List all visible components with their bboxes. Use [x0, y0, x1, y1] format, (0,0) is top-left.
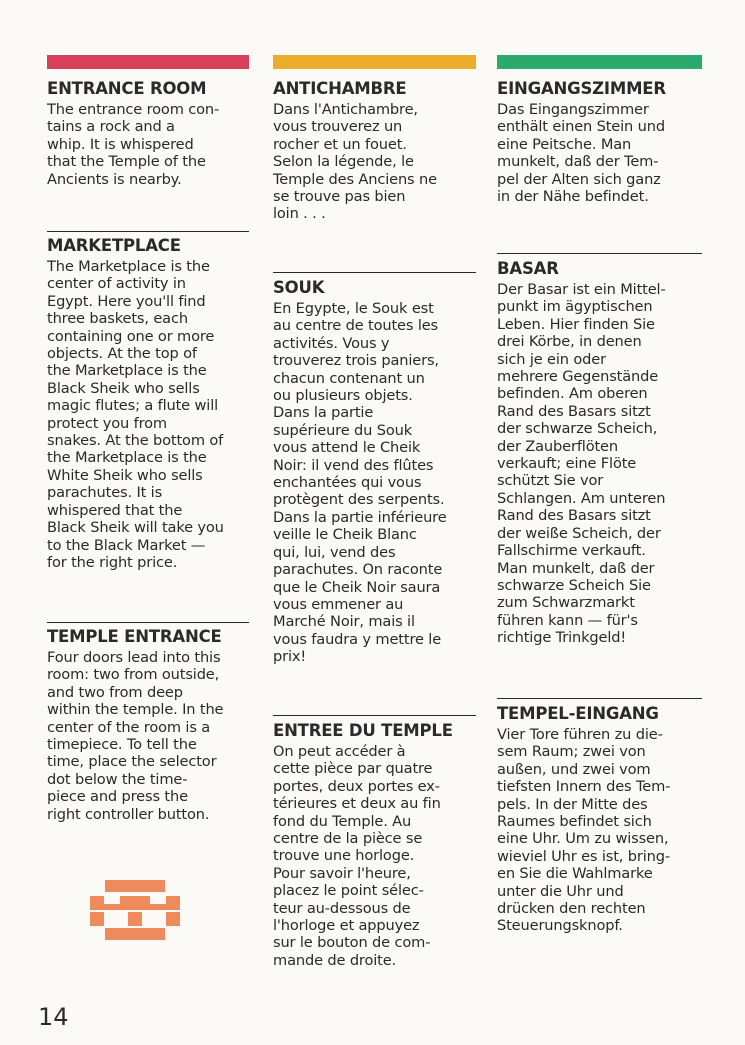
section-souk: [273, 272, 476, 666]
section-body: The entrance room con- tains a rock and a whip. It is whispered that the Temple of the Ancients is nearby.: [47, 101, 220, 188]
section-body: Das Eingangszimmer enthält einen Stein und eine Peitsche. Man munkelt, daß der Tem- pel der Alten sich ganz in der Nähe befindet.: [497, 101, 665, 206]
section-temple-entrance: [47, 622, 249, 823]
divider: [273, 715, 476, 716]
color-bar-green: [497, 55, 702, 69]
section-marketplace: [47, 231, 249, 571]
section-body: On peut accéder à cette pièce par quatre portes, deux portes ex- térieures et deux au fin fond du Temple. Au centre de la pièce se trouve une horloge. Pour savoir l'heure, placez le point sélec- teur au-dessous de l'horloge et appuyez sur le bouton de com- mande de droite.: [273, 743, 441, 969]
divider: [497, 253, 702, 254]
column-german: [497, 55, 702, 935]
section-body: Dans l'Antichambre, vous trouverez un rocher et un fouet. Selon la légende, le Temple des Anciens ne se trouve pas bien loin . . .: [273, 101, 437, 223]
section-heading: SOUK: [273, 278, 325, 297]
section-entree-du-temple: [273, 715, 476, 969]
section-body: Der Basar ist ein Mittel- punkt im ägyptischen Leben. Hier finden Sie drei Körbe, in denen sich je ein oder mehrere Gegenstände befinden. Am oberen Rand des Basars sitzt der schwarze Scheich, der Zauberflöten verkauft; eine Flöte schützt Sie vor Schlangen. Am unteren Rand des Basars sitzt der weiße Scheich, der Fallschirme verkauft. Man munkelt, daß der schwarze Scheich Sie zum Schwarzmarkt führen kann — für's richtige Trinkgeld!: [497, 281, 666, 647]
color-bar-orange: [273, 55, 476, 69]
section-body: En Egypte, le Souk est au centre de toutes les activités. Vous y trouverez trois paniers, chacun contenant un ou plusieurs objets. Dans la partie supérieure du Souk vous attend le Cheik Noir: il vend des flûtes enchantées qui vous protègent des serpents. Dans la partie inférieure veille le Cheik Blanc qui, lui, vend des parachutes. On raconte que le Cheik Noir saura vous emmener au Marché Noir, mais il vous faudra y mettre le prix!: [273, 300, 447, 666]
divider: [273, 272, 476, 273]
divider: [497, 698, 702, 699]
color-bar-red: [47, 55, 249, 69]
section-entrance-room: [47, 79, 249, 188]
section-heading: TEMPEL-EINGANG: [497, 704, 659, 723]
temple-timepiece-glyph-icon: [90, 880, 180, 944]
section-body: The Marketplace is the center of activity in Egypt. Here you'll find three baskets, each containing one or more objects. At the top of the Marketplace is the Black Sheik who sells magic flutes; a flute will protect you from snakes. At the bottom of the Marketplace is the White Sheik who sells parachutes. It is whispered that the Black Sheik will take you to the Black Market — for the right price.: [47, 258, 224, 571]
divider: [47, 622, 249, 623]
section-body: Four doors lead into this room: two from outside, and two from deep within the temple. In the center of the room is a timepiece. To tell the time, place the selector dot below the time- piece and press the right controller button.: [47, 649, 224, 823]
page-number: 14: [38, 1003, 69, 1031]
section-heading: MARKETPLACE: [47, 236, 181, 255]
section-eingangszimmer: [497, 79, 702, 205]
section-antichambre: [273, 79, 476, 223]
section-heading: TEMPLE ENTRANCE: [47, 627, 222, 646]
section-basar: [497, 253, 702, 647]
section-tempel-eingang: [497, 698, 702, 935]
section-body: Vier Tore führen zu die- sem Raum; zwei von außen, und zwei vom tiefsten Innern des Tem- pels. In der Mitte des Raumes befindet sich eine Uhr. Um zu wissen, wieviel Uhr es ist, bring- en Sie die Wahlmarke unter die Uhr und drücken den rechten Steuerungsknopf.: [497, 726, 671, 935]
section-heading: EINGANGSZIMMER: [497, 79, 666, 98]
column-english: [47, 55, 249, 823]
divider: [47, 231, 249, 232]
column-french: [273, 55, 476, 969]
section-heading: BASAR: [497, 259, 559, 278]
section-heading: ENTRANCE ROOM: [47, 79, 207, 98]
section-heading: ENTREE DU TEMPLE: [273, 721, 453, 740]
section-heading: ANTICHAMBRE: [273, 79, 407, 98]
